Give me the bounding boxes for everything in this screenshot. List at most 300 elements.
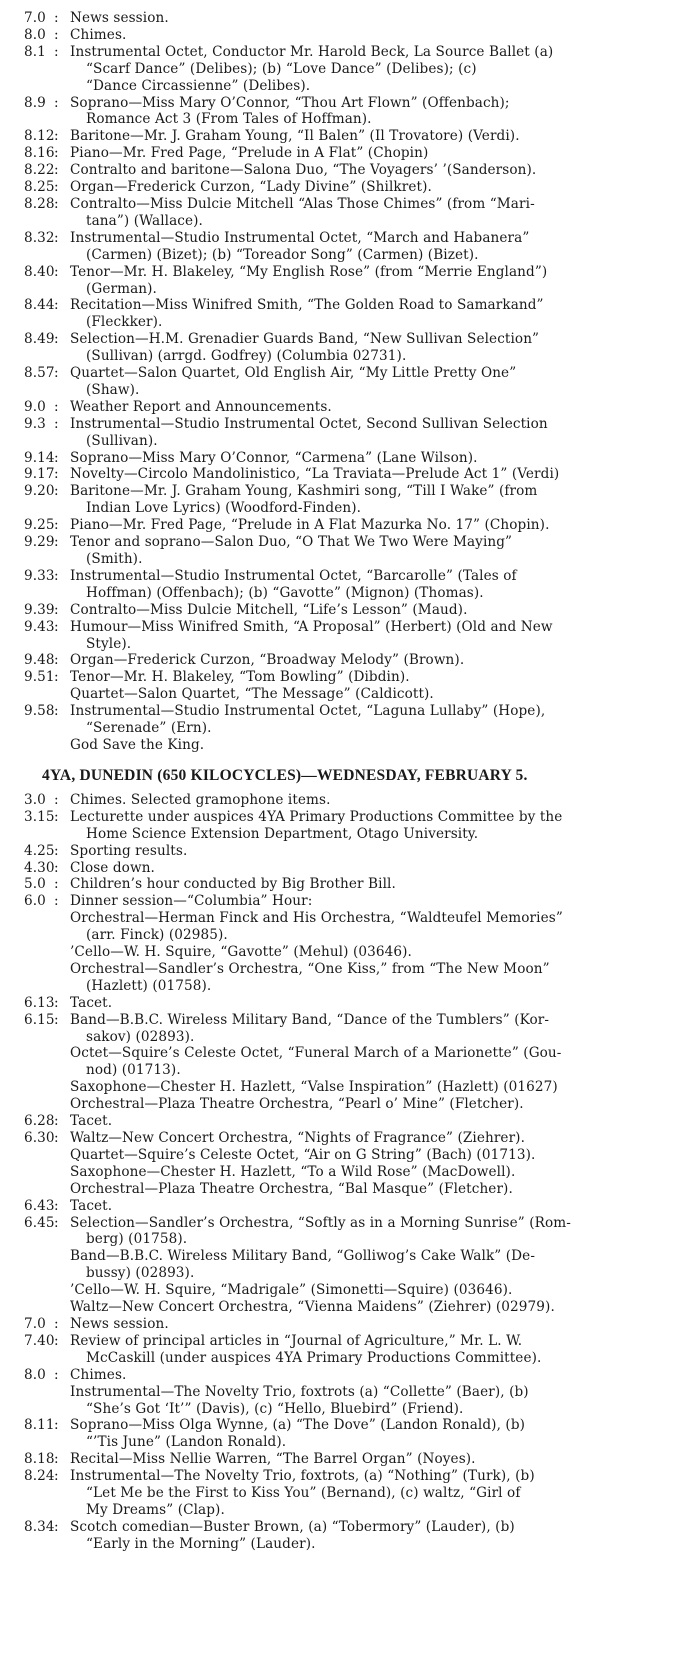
programme-entry <box>24 1384 688 1418</box>
entry-line: Instrumental—Studio Instrumental Octet, “Barcarolle” (Tales of <box>70 567 517 584</box>
entry-line: Close down. <box>70 859 155 876</box>
entry-text <box>70 10 688 27</box>
entry-line: Novelty—Circolo Mandolinistico, “La Traviata—Prelude Act 1” (Verdi) <box>70 466 560 483</box>
programme-entry <box>24 466 688 483</box>
entry-line: Hoffman) (Offenbach); (b) “Gavotte” (Mignon) (Thomas). <box>86 584 484 601</box>
entry-line: Selection—Sandler’s Orchestra, “Softly as in a Morning Sunrise” (Rom- <box>70 1214 571 1231</box>
time-separator: : <box>54 842 59 859</box>
entry-line: Saxophone—Chester H. Hazlett, “To a Wild Rose” (MacDowell). <box>70 1163 516 1180</box>
entry-text <box>70 1282 688 1299</box>
entry-line: Instrumental—The Novelty Trio, foxtrots, (a) “Nothing” (Turk), (b) <box>70 1468 535 1485</box>
entry-time: 8.49 <box>24 331 55 348</box>
entry-line: Instrumental—Studio Instrumental Octet, “March and Habanera” <box>70 229 530 246</box>
programme-entry <box>24 944 688 961</box>
entry-time <box>24 1248 54 1282</box>
time-separator: : <box>54 534 59 551</box>
time-separator <box>54 1282 70 1299</box>
time-separator <box>54 961 70 995</box>
entry-line: Quartet—Salon Quartet, Old English Air, “My Little Pretty One” <box>70 365 517 382</box>
entry-text <box>70 893 688 910</box>
entry-line: Band—B.B.C. Wireless Military Band, “Golliwog’s Cake Walk” (De- <box>70 1248 536 1265</box>
entry-line: Home Science Extension Department, Otago University. <box>86 825 479 842</box>
entry-line: Orchestral—Sandler’s Orchestra, “One Kiss,” from “The New Moon” <box>70 960 550 977</box>
programme-entry <box>24 809 688 843</box>
time-separator <box>54 944 70 961</box>
entry-line: tana”) (Wallace). <box>86 212 203 229</box>
entry-line: (Sullivan) (arrgd. Godfrey) (Columbia 02731). <box>86 348 407 365</box>
entry-text <box>70 1519 688 1553</box>
entry-text <box>70 399 688 416</box>
time-separator: : <box>54 1417 59 1434</box>
time-separator <box>54 1181 70 1198</box>
entry-line: Scotch comedian—Buster Brown, (a) “Tobermory” (Lauder), (b) <box>70 1518 515 1535</box>
entry-time: 8.1 <box>24 43 46 60</box>
entry-text <box>70 1096 688 1113</box>
entry-text <box>70 860 688 877</box>
entry-time: 8.12 <box>24 128 55 145</box>
entry-time: 8.0 <box>24 26 46 43</box>
entry-line: Chimes. <box>70 1366 127 1383</box>
entry-time <box>24 1282 54 1299</box>
entry-time: 4.25 <box>24 842 55 859</box>
time-separator: : <box>54 466 59 483</box>
entry-time: 9.25 <box>24 517 55 534</box>
entry-time: 3.0 <box>24 791 46 808</box>
entry-line: Contralto—Miss Dulcie Mitchell, “Life’s Lesson” (Maud). <box>70 601 468 618</box>
programme-entry <box>24 1045 688 1079</box>
entry-text <box>70 264 688 298</box>
entry-time: 5.0 <box>24 876 46 893</box>
entry-text <box>70 995 688 1012</box>
programme-entry <box>24 264 688 298</box>
entry-text <box>70 1333 688 1367</box>
programme-entry <box>24 1198 688 1215</box>
station-heading: 4YA, DUNEDIN (650 KILOCYCLES)—WEDNESDAY, FEBRUARY 5. <box>42 766 528 784</box>
time-separator: : <box>54 1130 59 1146</box>
entry-time <box>24 1384 54 1418</box>
programme-entry <box>24 1147 688 1164</box>
time-separator <box>54 1079 70 1096</box>
time-separator: : <box>54 145 59 162</box>
entry-line: Baritone—Mr. J. Graham Young, Kashmiri song, “Till I Wake” (from <box>70 483 538 500</box>
entry-text <box>70 1468 688 1519</box>
entry-line: berg) (01758). <box>86 1231 188 1248</box>
entry-text <box>70 128 688 145</box>
entry-text <box>70 196 688 230</box>
entry-line: Octet—Squire’s Celeste Octet, “Funeral March of a Marionette” (Gou- <box>70 1045 562 1062</box>
programme-entry <box>24 517 688 534</box>
entry-text <box>70 944 688 961</box>
entry-line: (Hazlett) (01758). <box>86 977 212 994</box>
time-separator <box>54 737 70 754</box>
programme-entry <box>24 10 688 27</box>
time-separator: : <box>54 43 59 60</box>
entry-line: (Smith). <box>86 551 143 567</box>
entry-line: “Dance Circassienne” (Delibes). <box>86 77 311 94</box>
entry-line: (Sullivan). <box>86 432 158 449</box>
entry-line: Orchestral—Herman Finck and His Orchestra, “Waldteufel Memories” <box>70 910 563 927</box>
entry-time <box>24 1045 54 1079</box>
entry-line: Tenor—Mr. H. Blakeley, “My English Rose” (from “Merrie England”) <box>70 263 548 280</box>
entry-text <box>70 669 688 686</box>
programme-entry <box>24 568 688 602</box>
entry-line: Chimes. Selected gramophone items. <box>70 791 331 808</box>
programme-entry <box>24 230 688 264</box>
entry-text <box>70 1113 688 1130</box>
entry-text <box>70 686 688 703</box>
entry-time <box>24 944 54 961</box>
entry-time: 8.34 <box>24 1518 55 1535</box>
entry-line: Lecturette under auspices 4YA Primary Productions Committee by the <box>70 808 563 825</box>
entry-line: Chimes. <box>70 26 127 43</box>
entry-text <box>70 961 688 995</box>
programme-entry <box>24 893 688 910</box>
programme-entry <box>24 416 688 450</box>
programme-entry <box>24 686 688 703</box>
time-separator: : <box>54 1315 59 1332</box>
entry-text <box>70 331 688 365</box>
time-separator: : <box>54 994 59 1011</box>
entry-time: 9.39 <box>24 601 55 618</box>
entry-text <box>70 466 688 483</box>
programme-entry <box>24 483 688 517</box>
entry-text <box>70 162 688 179</box>
entry-time: 6.30 <box>24 1130 55 1146</box>
time-separator: : <box>54 483 59 500</box>
time-separator: : <box>54 162 59 179</box>
entry-text <box>70 534 688 568</box>
entry-line: “Scarf Dance” (Delibes); (b) “Love Dance” (Delibes); (c) <box>86 60 477 77</box>
entry-line: Contralto and baritone—Salona Duo, “The Voyagers’ ’(Sanderson). <box>70 162 537 179</box>
programme-entry <box>24 1164 688 1181</box>
entry-text <box>70 27 688 44</box>
programme-entry <box>24 860 688 877</box>
entry-time: 6.0 <box>24 893 46 910</box>
programme-entry <box>24 450 688 467</box>
entry-text <box>70 1367 688 1384</box>
entry-time <box>24 1079 54 1096</box>
entry-line: Tacet. <box>70 994 113 1011</box>
entry-time: 9.33 <box>24 567 55 584</box>
programme-entry <box>24 1468 688 1519</box>
time-separator: : <box>54 601 59 618</box>
entry-line: Tacet. <box>70 1197 113 1214</box>
time-separator <box>54 910 70 944</box>
entry-line: Children’s hour conducted by Big Brother Bill. <box>70 876 396 893</box>
entry-line: Piano—Mr. Fred Page, “Prelude in A Flat” (Chopin) <box>70 145 429 162</box>
entry-time <box>24 1164 54 1181</box>
entry-text <box>70 1299 688 1316</box>
time-separator: : <box>54 893 59 910</box>
time-separator: : <box>54 669 59 686</box>
time-separator <box>54 1147 70 1164</box>
time-separator: : <box>54 415 59 432</box>
entry-line: Romance Act 3 (From Tales of Hoffman). <box>86 111 372 128</box>
entry-line: Organ—Frederick Curzon, “Broadway Melody” (Brown). <box>70 652 465 669</box>
entry-time: 9.48 <box>24 652 55 669</box>
entry-text <box>70 1164 688 1181</box>
time-separator: : <box>54 26 59 43</box>
entry-line: Instrumental—The Novelty Trio, foxtrots (a) “Collette” (Baer), (b) <box>70 1383 529 1400</box>
entry-text <box>70 1130 688 1147</box>
entry-text <box>70 365 688 399</box>
time-separator: : <box>54 808 59 825</box>
entry-text <box>70 297 688 331</box>
entry-time: 8.11 <box>24 1417 55 1434</box>
entry-time: 9.29 <box>24 534 55 551</box>
programme-entry <box>24 843 688 860</box>
entry-line: Recital—Miss Nellie Warren, “The Barrel Organ” (Noyes). <box>70 1451 476 1468</box>
programme-entry <box>24 1113 688 1130</box>
entry-time <box>24 737 54 754</box>
entry-line: Soprano—Miss Mary O’Connor, “Carmena” (Lane Wilson). <box>70 449 478 466</box>
entry-time <box>24 961 54 995</box>
time-separator: : <box>54 94 59 111</box>
entry-time: 6.43 <box>24 1197 55 1214</box>
programme-entry <box>24 1417 688 1451</box>
entry-line: News session. <box>70 10 169 26</box>
time-separator: : <box>54 1332 59 1349</box>
entry-line: Instrumental—Studio Instrumental Octet, “Laguna Lullaby” (Hope), <box>70 703 546 720</box>
entry-line: Tacet. <box>70 1113 113 1130</box>
time-separator: : <box>54 517 59 534</box>
entry-time <box>24 1181 54 1198</box>
entry-line: “Early in the Morning” (Lauder). <box>86 1535 316 1552</box>
entry-text <box>70 1451 688 1468</box>
entry-line: Piano—Mr. Fred Page, “Prelude in A Flat Mazurka No. 17” (Chopin). <box>70 517 550 534</box>
entry-line: Orchestral—Plaza Theatre Orchestra, “Bal Masque” (Fletcher). <box>70 1180 513 1197</box>
entry-line: Orchestral—Plaza Theatre Orchestra, “Pearl o’ Mine” (Fletcher). <box>70 1096 524 1113</box>
entry-text <box>70 1215 688 1249</box>
time-separator: : <box>54 449 59 466</box>
programme-entry <box>24 1130 688 1147</box>
entry-text <box>70 1417 688 1451</box>
programme-entry <box>24 1181 688 1198</box>
time-separator: : <box>54 1113 59 1130</box>
entry-text <box>70 1181 688 1198</box>
programme-entry <box>24 128 688 145</box>
entry-time <box>24 686 54 703</box>
programme-entry <box>24 910 688 944</box>
programme-entry <box>24 703 688 737</box>
time-separator: : <box>54 365 59 382</box>
entry-line: (Shaw). <box>86 381 140 398</box>
entry-text <box>70 619 688 653</box>
entry-time <box>24 1299 54 1316</box>
programme-entry <box>24 399 688 416</box>
entry-line: Saxophone—Chester H. Hazlett, “Valse Inspiration” (Hazlett) (01627) <box>70 1079 558 1096</box>
entry-text <box>70 1012 688 1046</box>
entry-line: McCaskill (under auspices 4YA Primary Productions Committee). <box>86 1349 542 1366</box>
entry-line: “Let Me be the First to Kiss You” (Bernand), (c) waltz, “Girl of <box>86 1485 521 1502</box>
time-separator <box>54 1045 70 1079</box>
time-separator: : <box>54 229 59 246</box>
entry-line: “Serenade” (Ern). <box>86 720 212 737</box>
entry-line: nod) (01713). <box>86 1062 181 1079</box>
entry-text <box>70 602 688 619</box>
entry-line: Contralto—Miss Dulcie Mitchell “Alas Those Chimes” (from “Mari- <box>70 195 535 212</box>
programme-entry <box>24 179 688 196</box>
entry-time: 4.30 <box>24 859 55 876</box>
programme-entry <box>24 961 688 995</box>
entry-line: News session. <box>70 1315 169 1332</box>
programme-entry <box>24 331 688 365</box>
entry-text <box>70 1316 688 1333</box>
time-separator <box>54 1164 70 1181</box>
time-separator <box>54 1248 70 1282</box>
programme-entry <box>24 534 688 568</box>
time-separator: : <box>54 859 59 876</box>
time-separator: : <box>54 567 59 584</box>
entry-line: Recitation—Miss Winifred Smith, “The Golden Road to Samarkand” <box>70 297 544 314</box>
programme-entry <box>24 737 688 754</box>
programme-entry <box>24 1333 688 1367</box>
entry-text <box>70 450 688 467</box>
programme-entry <box>24 1367 688 1384</box>
programme-entry <box>24 1451 688 1468</box>
entry-time: 6.28 <box>24 1113 55 1130</box>
entry-line: “She’s Got ‘It’” (Davis), (c) “Hello, Bluebird” (Friend). <box>86 1400 464 1417</box>
time-separator: : <box>54 618 59 635</box>
time-separator: : <box>54 703 59 720</box>
entry-line: Waltz—New Concert Orchestra, “Vienna Maidens” (Ziehrer) (02979). <box>70 1299 555 1316</box>
entry-line: ’Cello—W. H. Squire, “Madrigale” (Simonetti—Squire) (03646). <box>70 1282 513 1299</box>
time-separator: : <box>54 1366 59 1383</box>
entry-time: 9.0 <box>24 398 46 415</box>
entry-time: 8.9 <box>24 94 46 111</box>
time-separator: : <box>54 1468 59 1485</box>
entry-time <box>24 1096 54 1113</box>
entry-line: Band—B.B.C. Wireless Military Band, “Dance of the Tumblers” (Kor- <box>70 1011 550 1028</box>
entry-line: (German). <box>86 280 157 297</box>
time-separator: : <box>54 263 59 280</box>
programme-entry <box>24 297 688 331</box>
entry-time: 7.0 <box>24 1315 46 1332</box>
entry-line: Humour—Miss Winifred Smith, “A Proposal” (Herbert) (Old and New <box>70 618 553 635</box>
entry-text <box>70 416 688 450</box>
entry-line: Dinner session—“Columbia” Hour: <box>70 893 313 910</box>
entry-time: 9.17 <box>24 466 55 483</box>
programme-entry <box>24 995 688 1012</box>
time-separator <box>54 1384 70 1418</box>
entry-line: Baritone—Mr. J. Graham Young, “Il Balen” (Il Trovatore) (Verdi). <box>70 128 520 145</box>
entry-line: ’Cello—W. H. Squire, “Gavotte” (Mehul) (03646). <box>70 944 412 961</box>
entry-line: (arr. Finck) (02985). <box>86 927 228 944</box>
time-separator: : <box>54 791 59 808</box>
entry-line: Style). <box>86 635 132 652</box>
programme-entry <box>24 1096 688 1113</box>
entry-text <box>70 809 688 843</box>
programme-entry <box>24 365 688 399</box>
programme-entry <box>24 1299 688 1316</box>
entry-text <box>70 703 688 737</box>
entry-time: 6.15 <box>24 1011 55 1028</box>
entry-line: God Save the King. <box>70 736 205 753</box>
entry-line: Waltz—New Concert Orchestra, “Nights of Fragrance” (Ziehrer). <box>70 1130 526 1146</box>
programme-entry <box>24 162 688 179</box>
entry-time: 8.57 <box>24 365 55 382</box>
entry-time: 6.13 <box>24 994 55 1011</box>
time-separator: : <box>54 10 59 26</box>
entry-text <box>70 1384 688 1418</box>
entry-text <box>70 517 688 534</box>
entry-text <box>70 737 688 754</box>
entry-text <box>70 1147 688 1164</box>
programme-entry <box>24 876 688 893</box>
programme-entry <box>24 619 688 653</box>
programme-entry <box>24 652 688 669</box>
entry-time: 8.28 <box>24 195 55 212</box>
entry-time: 8.24 <box>24 1468 55 1485</box>
time-separator: : <box>54 1214 59 1231</box>
entry-time: 8.32 <box>24 229 55 246</box>
entry-text <box>70 1079 688 1096</box>
programme-entry <box>24 1215 688 1249</box>
programme-entry <box>24 1519 688 1553</box>
entry-text <box>70 876 688 893</box>
entry-text <box>70 95 688 129</box>
time-separator: : <box>54 1518 59 1535</box>
entry-line: sakov) (02893). <box>86 1028 195 1045</box>
programme-entry <box>24 1079 688 1096</box>
entry-line: (Fleckker). <box>86 314 163 331</box>
entry-line: Instrumental Octet, Conductor Mr. Harold Beck, La Source Ballet (a) <box>70 43 554 60</box>
programme-entry <box>24 196 688 230</box>
entry-line: Quartet—Salon Quartet, “The Message” (Caldicott). <box>70 686 434 703</box>
time-separator <box>54 1096 70 1113</box>
entry-text <box>70 843 688 860</box>
entry-time: 8.22 <box>24 162 55 179</box>
entry-line: Weather Report and Announcements. <box>70 398 332 415</box>
programme-entry <box>24 1282 688 1299</box>
entry-time <box>24 910 54 944</box>
programme-entry <box>24 1012 688 1046</box>
entry-text <box>70 910 688 944</box>
entry-time: 8.25 <box>24 179 55 196</box>
entry-text <box>70 230 688 264</box>
entry-line: “’Tis June” (Landon Ronald). <box>86 1434 287 1451</box>
entry-time: 7.40 <box>24 1332 55 1349</box>
entry-text <box>70 1045 688 1079</box>
entry-time: 7.0 <box>24 10 46 26</box>
entry-text <box>70 1198 688 1215</box>
entry-line: Indian Love Lyrics) (Woodford-Finden). <box>86 500 362 517</box>
entry-line: Soprano—Miss Olga Wynne, (a) “The Dove” (Landon Ronald), (b) <box>70 1417 526 1434</box>
programme-entry <box>24 95 688 129</box>
time-separator: : <box>54 297 59 314</box>
entry-time: 9.14 <box>24 449 55 466</box>
time-separator: : <box>54 398 59 415</box>
programme-entry <box>24 1248 688 1282</box>
entry-line: bussy) (02893). <box>86 1265 195 1282</box>
programme-entry <box>24 792 688 809</box>
entry-line: Soprano—Miss Mary O’Connor, “Thou Art Flown” (Offenbach); <box>70 94 510 111</box>
entry-time: 8.18 <box>24 1451 55 1468</box>
entry-time <box>24 1147 54 1164</box>
entry-time: 3.15 <box>24 808 55 825</box>
entry-line: Quartet—Squire’s Celeste Octet, “Air on G String” (Bach) (01713). <box>70 1146 536 1163</box>
entry-line: Organ—Frederick Curzon, “Lady Divine” (Shilkret). <box>70 179 432 196</box>
entry-line: (Carmen) (Bizet); (b) “Toreador Song” (Carmen) (Bizet). <box>86 246 479 263</box>
entry-text <box>70 568 688 602</box>
entry-text <box>70 792 688 809</box>
entry-time: 9.20 <box>24 483 55 500</box>
entry-time: 9.58 <box>24 703 55 720</box>
time-separator: : <box>54 876 59 893</box>
entry-time: 6.45 <box>24 1214 55 1231</box>
entry-line: Selection—H.M. Grenadier Guards Band, “New Sullivan Selection” <box>70 331 540 348</box>
time-separator <box>54 686 70 703</box>
